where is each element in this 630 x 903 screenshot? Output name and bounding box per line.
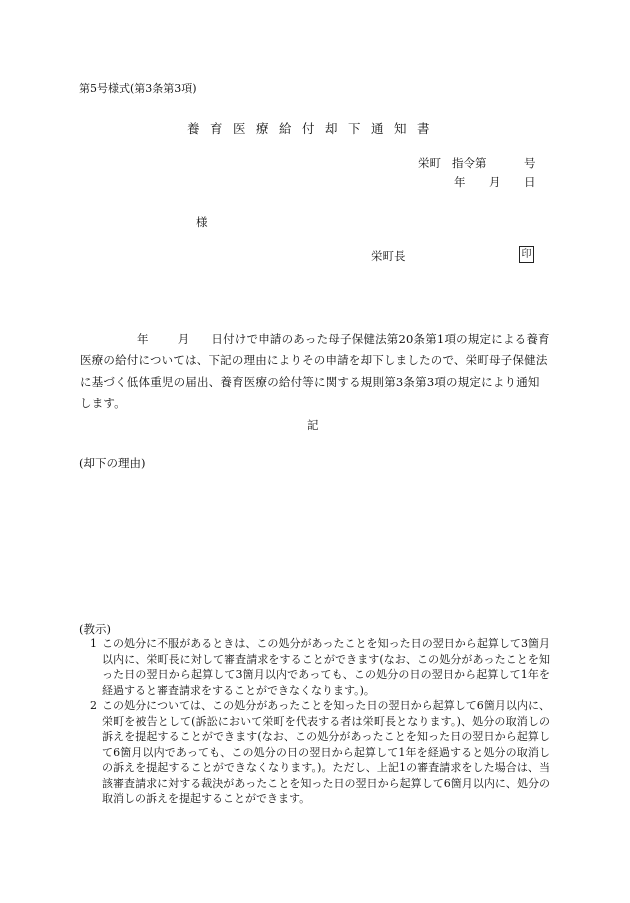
issue-date-year: 年 bbox=[454, 175, 466, 189]
document-number bbox=[418, 155, 538, 171]
recipient-suffix: 様 bbox=[196, 215, 208, 229]
kyouji-item-text: この処分に不服があるときは、この処分があったことを知った日の翌日から起算して3箇月以内に、栄町長に対して審査請求をすることができます(なお、この処分があったことを知った日の翌日から起算して3箇月以内であっても、この処分の日の翌日から起算して1年を経過すると審査請求をすることができなくなります。)。 bbox=[102, 637, 550, 697]
document-title: 養育医療給付却下通知書 bbox=[187, 121, 441, 136]
form-id: 第5号様式(第3条第3項) bbox=[79, 82, 197, 95]
kyouji-list bbox=[90, 636, 550, 807]
doc-issuer: 栄町 bbox=[418, 156, 441, 170]
kyouji-label: (教示) bbox=[79, 622, 111, 636]
kyouji-item-text: この処分については、この処分があったことを知った日の翌日から起算して6箇月以内に、栄町を被告として(訴訟において栄町を代表する者は栄町長となります。)、処分の取消しの訴えを提起することができます(なお、この処分があったことを知った日の翌日から起算して6箇月以内であっても、この処分の日の翌日から起算して1年を経過すると処分の取消しの訴えを提起することができなくなります。)。ただし、上記1の審査請求をした場合は、当該審査請求に対する裁決があったことを知った日の翌日から起算して6箇月以内に、処分の取消しの訴えを提起することができます。 bbox=[102, 699, 550, 805]
body-text: 日付けで申請のあった母子保健法第20条第1項の規定による養育医療の給付については、下記の理由によりその申請を却下しましたので、栄町母子保健法に基づく低体重児の届出、養育医療の給付等に関する規則第3条第3項の規定により通知します。 bbox=[80, 331, 550, 410]
kyouji-item-number: 1 bbox=[90, 637, 97, 650]
issue-date-month: 月 bbox=[489, 175, 501, 189]
doc-number-prefix: 指令第 bbox=[452, 156, 487, 170]
doc-number-suffix: 号 bbox=[524, 156, 536, 170]
kyouji-item-number: 2 bbox=[90, 699, 97, 712]
sender-name: 栄町長 bbox=[371, 249, 406, 263]
kyouji-item bbox=[90, 698, 550, 807]
body-paragraph bbox=[80, 329, 550, 415]
body-month: 月 bbox=[177, 331, 190, 346]
body-year: 年 bbox=[137, 331, 149, 346]
reason-label: (却下の理由) bbox=[79, 456, 146, 470]
issue-date-day: 日 bbox=[524, 175, 536, 189]
ki-heading: 記 bbox=[307, 418, 319, 432]
seal-mark: 印 bbox=[519, 246, 534, 263]
kyouji-item bbox=[90, 636, 550, 698]
issue-date bbox=[418, 174, 538, 190]
